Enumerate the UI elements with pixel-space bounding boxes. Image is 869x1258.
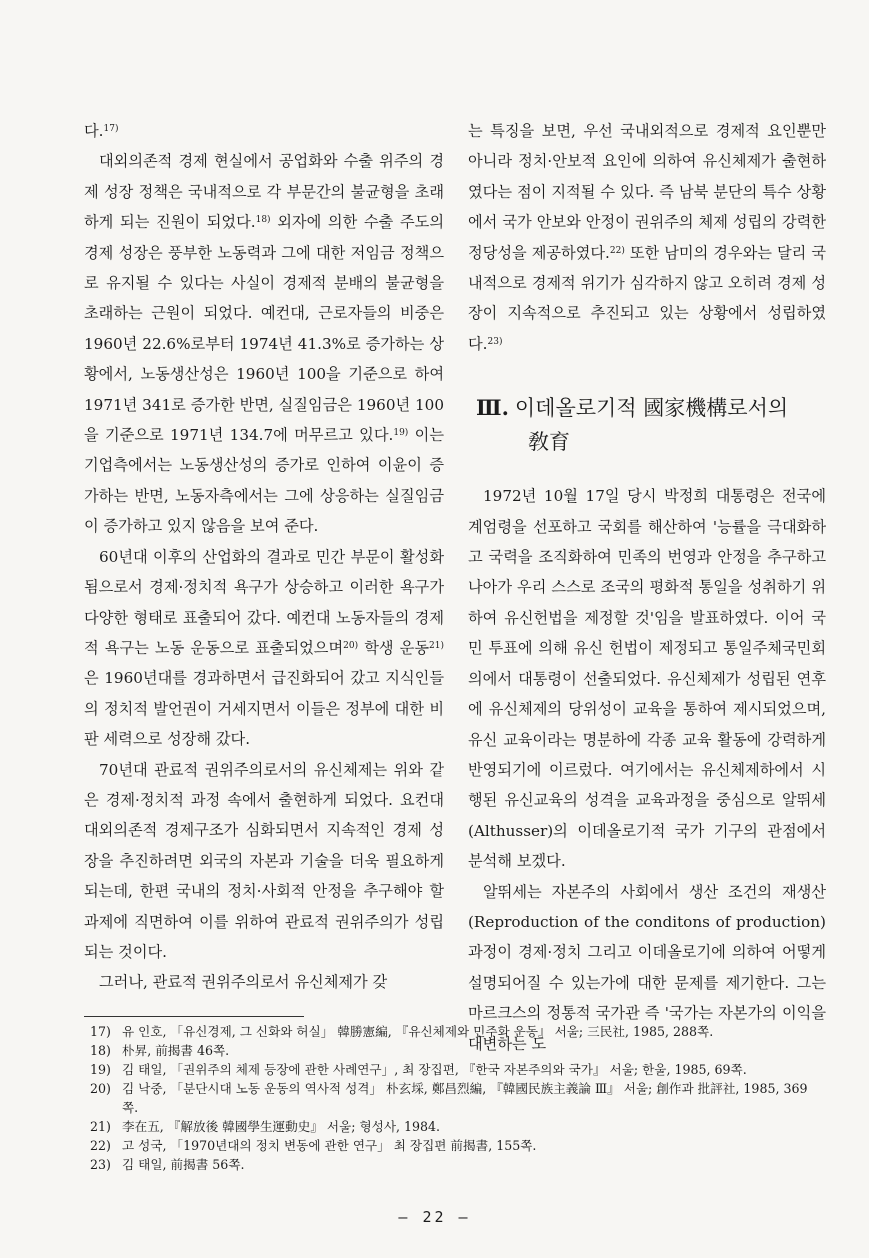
footnote (90, 1117, 810, 1136)
footnote (90, 1022, 810, 1041)
footnote-mark: 20) (343, 640, 359, 651)
footnote-text: 고 성국, 「1970년대의 정치 변동에 관한 연구」 최 장집편 前揭書, 155쪽. (122, 1138, 537, 1153)
right-column (468, 116, 826, 1059)
paragraph-text: 알뛰세는 자본주의 사회에서 생산 조건의 재생산(Reproduction of the conditons of production) 과정이 경제·정치 그리고 이데올로기에 의하여 어떻게 설명되어질 수 있는가에 대한 문제를 제기한다. 그는 마르크스의 정통적 국가관 즉 '국가는 자본가의 이익을 대변하는 도 (468, 882, 826, 1053)
footnote-mark: 17) (103, 124, 119, 134)
footnote-text: 朴昇, 前揭書 46쪽. (122, 1043, 230, 1058)
paragraph-text: 그러나, 관료적 권위주의로서 유신체제가 갖 (99, 973, 388, 992)
footnote-mark: 23) (487, 336, 503, 347)
footnote-number: 23) (90, 1157, 111, 1172)
paragraph (84, 116, 444, 146)
footnote (90, 1079, 810, 1117)
paragraph-text: 다. (84, 122, 104, 140)
paragraph-text: 은 1960년대를 경과하면서 급진화되어 갔고 지식인들의 정치적 발언권이 거세지면서 이들은 정부에 대한 비판 세력으로 성장해 갔다. (84, 669, 444, 749)
footnote-mark: 21) (429, 640, 444, 651)
section-heading (468, 391, 826, 459)
footnote-text: 김 태일, 前揭書 56쪽. (122, 1157, 245, 1172)
footnote-number: 20) (90, 1081, 111, 1096)
paragraph-text: 학생 운동 (358, 638, 430, 657)
section-title-continued: 敎育 (528, 430, 570, 455)
section-title: 이데올로기적 國家機構로서의 (514, 396, 789, 421)
paragraph-text: 1972년 10월 17일 당시 박정희 대통령은 전국에 계엄령을 선포하고 국회를 해산하여 '능률을 극대화하고 국력을 조직화하여 민족의 번영과 안정을 추구하고 나아가 우리 스스로 조국의 평화적 통일을 성취하기 위하여 유신헌법을 제정할 것'임을 발표하였다. 이어 국민 투표에 의해 유신 헌법이 제정되고 통일주체국민회의에서 대통령이 선출되었다. 유신체제가 성립된 연후에 유신체제의 당위성이 교육을 통하여 제시되었으며, 유신 교육이라는 명분하에 각종 교육 활동에 강력하게 반영되기에 이르렀다. 여기에서는 유신체제하에서 시행된 유신교육의 성격을 교육과정을 중심으로 알뛰세(Althusser)의 이데올로기적 국가 기구의 관점에서 분석해 보겠다. (468, 487, 826, 871)
footnotes (90, 1022, 810, 1174)
footnote-number: 17) (90, 1024, 111, 1039)
paragraph-text: 이는 기업측에서는 노동생산성의 증가로 인하여 이윤이 증가하는 반면, 노동자측에서는 그에 상응하는 실질임금이 증가하고 있지 않음을 보여 준다. (84, 426, 445, 536)
paragraph-text: 60년대 이후의 산업화의 결과로 민간 부문이 활성화됨으로서 경제·정치적 욕구가 상승하고 이러한 욕구가 다양한 형태로 표출되어 갔다. 예컨대 노동자들의 경제적 욕구는 노동 운동으로 표출되었으며 (84, 547, 444, 657)
paragraph (84, 542, 444, 755)
paragraph-text: 는 특징을 보면, 우선 국내외적으로 경제적 요인뿐만 아니라 정치·안보적 요인에 의하여 유신체제가 출현하였다는 점이 지적될 수 있다. 즉 남북 분단의 특수 상황에서 국가 안보와 안정이 권위주의 체제 성립의 강력한 정당성을 제공하였다. (468, 122, 826, 262)
paragraph (84, 146, 444, 541)
paragraph (84, 755, 444, 968)
paragraph-text: 또한 남미의 경우와는 달리 국내적으로 경제적 위기가 심각하지 않고 오히려 경제 성장이 지속적으로 추진되고 있는 상황에서 성립하였다. (468, 243, 826, 353)
footnote-number: 22) (90, 1138, 111, 1153)
section-number: Ⅲ. (476, 395, 509, 421)
footnote-mark: 18) (255, 215, 271, 226)
footnote-text: 유 인호, 「유신경제, 그 신화와 허실」 韓勝憲編, 『유신체제와 민주화 운동』 서울; 三民社, 1985, 288쪽. (122, 1024, 714, 1039)
paragraph-text: 70년대 관료적 권위주의로서의 유신체제는 위와 같은 경제·정치적 과정 속에서 출현하게 되었다. 요컨대 대외의존적 경제구조가 심화되면서 지속적인 경제 성장을 추진하려면 외국의 자본과 기술을 더욱 필요하게 되는데, 한편 국내의 정치·사회적 안정을 추구해야 할 과제에 직면하여 이를 위하여 관료적 권위주의가 성립되는 것이다. (84, 760, 444, 961)
footnote (90, 1136, 810, 1155)
footnote-number: 18) (90, 1043, 111, 1058)
footnote-text: 李在五, 『解放後 韓國學生運動史』 서울; 형성사, 1984. (122, 1119, 441, 1134)
footnote-text: 김 낙중, 「분단시대 노동 운동의 역사적 성격」 朴玄埰, 鄭昌烈編, 『韓國民族主義論 Ⅲ』 서울; 創作과 批評社, 1985, 369쪽. (122, 1081, 808, 1115)
left-column (84, 116, 444, 998)
footnote-divider (84, 1016, 304, 1017)
footnote-number: 19) (90, 1062, 111, 1077)
footnote-mark: 22) (609, 245, 625, 256)
footnote-text: 김 태일, 「권위주의 체제 등장에 관한 사례연구」, 최 장집편, 『한국 자본주의와 국가』 서울; 한울, 1985, 69쪽. (122, 1062, 747, 1077)
paragraph (84, 967, 444, 997)
paragraph (468, 116, 826, 359)
footnote-mark: 19) (393, 428, 409, 439)
paragraph-text: 대외의존적 경제 현실에서 공업화와 수출 위주의 경제 성장 정책은 국내적으로 각 부문간의 불균형을 초래하게 되는 진원이 되었다. (84, 152, 444, 232)
footnote (90, 1041, 810, 1060)
footnote (90, 1155, 810, 1174)
page-number: — 22 — (398, 1208, 471, 1226)
paragraph (468, 481, 826, 876)
footnote-number: 21) (90, 1119, 111, 1134)
footnote (90, 1060, 810, 1079)
paragraph-text: 외자에 의한 수출 주도의 경제 성장은 풍부한 노동력과 그에 대한 저임금 정책으로 유지될 수 있다는 사실이 경제적 분배의 불균형을 초래하는 근원이 되었다. 예컨대, 근로자들의 비중은 1960년 22.6%로부터 1974년 41.3%로 증가하는 상황에서, 노동생산성은 1960년 100을 기준으로 하여 1971년 341로 증가한 반면, 실질임금은 1960년 100을 기준으로 1971년 134.7에 머무르고 있다. (84, 213, 444, 445)
